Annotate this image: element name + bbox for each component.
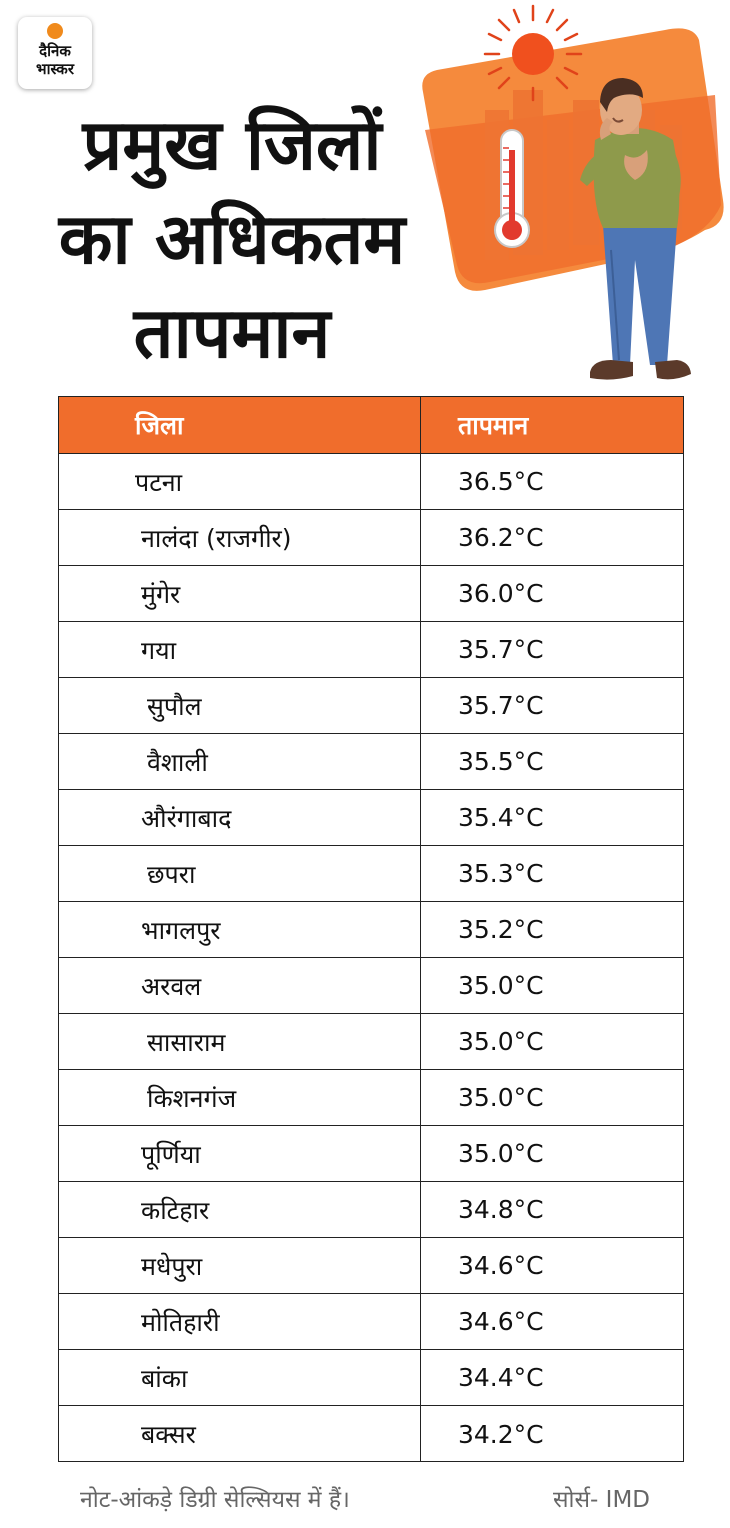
district-cell: वैशाली <box>147 747 208 777</box>
table-row <box>59 1182 683 1238</box>
temperature-cell: 35.0°C <box>458 1139 544 1168</box>
table-row <box>59 958 683 1014</box>
heatwave-illustration <box>415 0 730 395</box>
table-header <box>59 397 683 454</box>
table-row <box>59 622 683 678</box>
temperature-cell: 35.7°C <box>458 635 544 664</box>
district-cell: मोतिहारी <box>141 1307 220 1337</box>
table-row <box>59 1294 683 1350</box>
footer-note: नोट-आंकड़े डिग्री सेल्सियस में हैं। <box>80 1487 350 1513</box>
thermometer-icon <box>495 130 529 247</box>
district-cell: भागलपुर <box>141 915 221 945</box>
temperature-cell: 36.0°C <box>458 579 544 608</box>
logo-line-2: भास्कर <box>36 60 74 78</box>
temperature-cell: 35.7°C <box>458 691 544 720</box>
table-row <box>59 1070 683 1126</box>
header-district: जिला <box>135 411 184 440</box>
table-row <box>59 510 683 566</box>
district-cell: किशनगंज <box>147 1083 237 1113</box>
temperature-cell: 34.4°C <box>458 1363 544 1392</box>
temperature-cell: 35.0°C <box>458 1083 544 1112</box>
table-row <box>59 1126 683 1182</box>
temperature-cell: 35.4°C <box>458 803 544 832</box>
district-cell: अरवल <box>141 971 202 1001</box>
title-line-1: प्रमुख जिलों <box>82 104 382 186</box>
title-line-2: का अधिकतम <box>58 198 406 280</box>
district-cell: पटना <box>135 467 183 497</box>
district-cell: कटिहार <box>141 1195 210 1225</box>
table-row <box>59 902 683 958</box>
temperature-cell: 35.2°C <box>458 915 544 944</box>
district-cell: छपरा <box>147 859 196 889</box>
table-row <box>59 1406 683 1462</box>
table-row <box>59 1238 683 1294</box>
table-row <box>59 566 683 622</box>
column-divider <box>420 397 421 1461</box>
footer-source: सोर्स- IMD <box>553 1487 651 1513</box>
district-cell: मुंगेर <box>141 579 181 609</box>
logo-sun-icon <box>47 23 63 39</box>
district-cell: पूर्णिया <box>141 1139 201 1169</box>
temperature-cell: 35.3°C <box>458 859 544 888</box>
table-row <box>59 1350 683 1406</box>
temperature-cell: 34.6°C <box>458 1251 544 1280</box>
temperature-cell: 36.5°C <box>458 467 544 496</box>
temperature-cell: 34.6°C <box>458 1307 544 1336</box>
temperature-cell: 35.5°C <box>458 747 544 776</box>
temperature-cell: 35.0°C <box>458 971 544 1000</box>
district-cell: गया <box>141 635 177 665</box>
district-cell: बांका <box>141 1363 188 1393</box>
table-row <box>59 846 683 902</box>
district-cell: औरंगाबाद <box>141 803 232 833</box>
temperature-cell: 34.2°C <box>458 1419 544 1449</box>
temperature-cell: 35.0°C <box>458 1027 544 1056</box>
title-line-3: तापमान <box>133 292 331 374</box>
logo-line-1: दैनिक <box>39 42 71 60</box>
temperature-cell: 36.2°C <box>458 523 544 552</box>
district-cell: सुपौल <box>147 691 202 721</box>
district-temperature-table <box>58 396 684 1462</box>
temperature-cell: 34.8°C <box>458 1195 544 1224</box>
table-row <box>59 734 683 790</box>
dainik-bhaskar-logo <box>18 17 92 89</box>
page-title <box>22 98 442 380</box>
table-row <box>59 1014 683 1070</box>
table-row <box>59 454 683 510</box>
header-temperature: तापमान <box>458 411 529 440</box>
table-body <box>59 454 683 1462</box>
district-cell: नालंदा (राजगीर) <box>141 523 292 553</box>
district-cell: बक्सर <box>141 1420 196 1449</box>
district-cell: मधेपुरा <box>141 1251 203 1281</box>
table-row <box>59 678 683 734</box>
table-row <box>59 790 683 846</box>
district-cell: सासाराम <box>147 1027 226 1057</box>
